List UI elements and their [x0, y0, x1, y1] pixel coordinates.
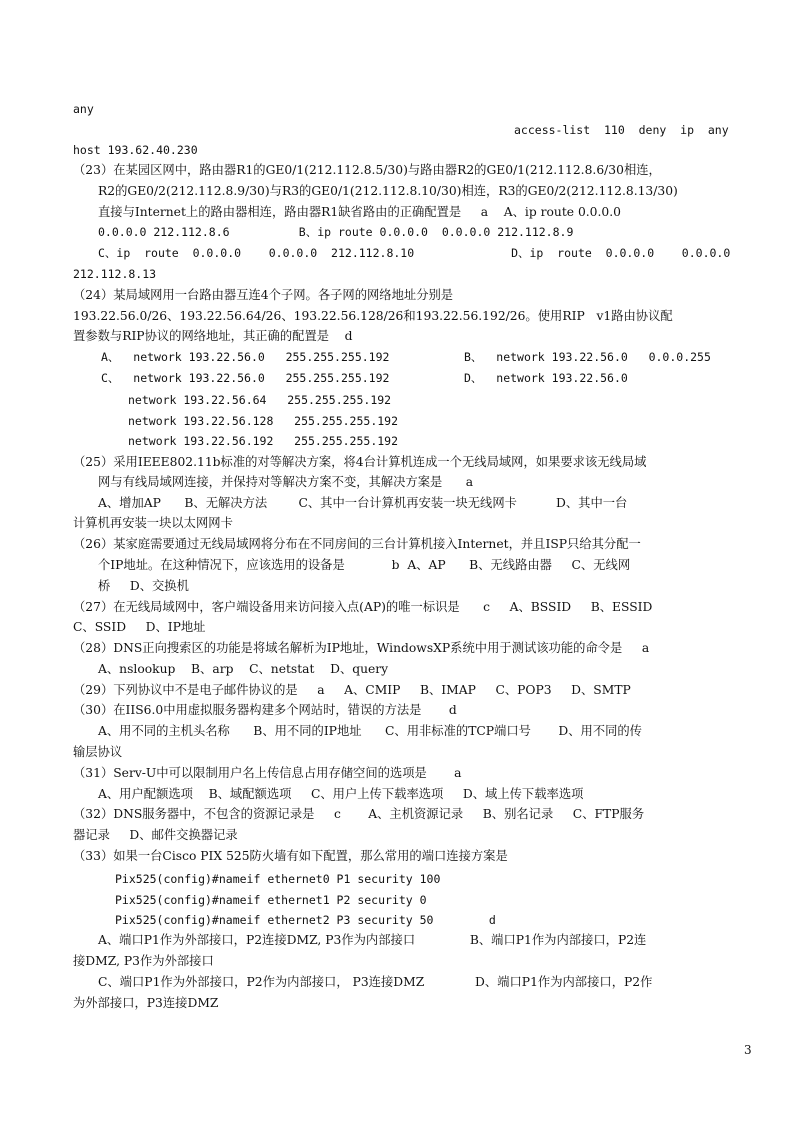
- question-25: （25）采用IEEE802.11b标准的对等解决方案，将4台计算机连成一个无线局域网，如果要求该无线局域: [73, 455, 647, 469]
- text-line: C、SSID D、IP地址: [73, 620, 206, 634]
- text-line: A、nslookup B、arp C、netstat D、query: [98, 662, 389, 676]
- text-line: network 193.22.56.128 255.255.255.192: [128, 414, 399, 428]
- question-24: （24）某局域网用一台路由器互连4个子网。各子网的网络地址分别是: [73, 288, 454, 302]
- text-line: host 193.62.40.230: [73, 143, 198, 157]
- text-line: 桥 D、交换机: [98, 579, 189, 593]
- text-line: 193.22.56.0/26、193.22.56.64/26、193.22.56.128/26和193.22.56.192/26。使用RIP v1路由协议配: [73, 309, 673, 323]
- text-line: 器记录 D、邮件交换器记录: [73, 828, 238, 842]
- question-28: （28）DNS正向搜索区的功能是将域名解析为IP地址，WindowsXP系统中用于测试该功能的命令是 a: [73, 641, 650, 655]
- text-line: 接DMZ, P3作为外部接口: [73, 954, 214, 968]
- config-line: Pix525(config)#nameif ethernet0 P1 security 100: [115, 872, 441, 886]
- text-line: R2的GE0/2(212.112.8.9/30)与R3的GE0/1(212.112.8.10/30)相连，R3的GE0/2(212.112.8.13/30): [98, 184, 678, 198]
- text-line: 212.112.8.13: [73, 267, 157, 281]
- text-line: any: [73, 102, 94, 116]
- text-line: 为外部接口，P3连接DMZ: [73, 996, 219, 1010]
- question-31: （31）Serv-U中可以限制用户名上传信息占用存储空间的选项是 a: [73, 766, 462, 780]
- config-line: Pix525(config)#nameif ethernet1 P2 security 0: [115, 893, 427, 907]
- question-23: （23）在某园区网中，路由器R1的GE0/1(212.112.8.5/30)与路由器R2的GE0/1(212.112.8.6/30相连，: [73, 163, 661, 177]
- text-line: A、端口P1作为外部接口，P2连接DMZ, P3作为内部接口 B、端口P1作为内部接口，P2连: [98, 933, 647, 947]
- question-30: （30）在IIS6.0中用虚拟服务器构建多个网站时，错误的方法是 d: [73, 703, 457, 717]
- option-d: D、 network 193.22.56.0: [464, 371, 628, 385]
- text-line: 置参数与RIP协议的网络地址，其正确的配置是 d: [73, 329, 353, 343]
- text-line: network 193.22.56.64 255.255.255.192: [128, 393, 392, 407]
- text-line: 0.0.0.0 212.112.8.6 B、ip route 0.0.0.0 0.0.0.0 212.112.8.9: [98, 225, 574, 239]
- text-line: 直接与Internet上的路由器相连，路由器R1缺省路由的正确配置是 a A、ip route 0.0.0.0: [98, 205, 621, 219]
- question-29: （29）下列协议中不是电子邮件协议的是 a A、CMIP B、IMAP C、POP3 D、SMTP: [73, 683, 631, 697]
- question-33: （33）如果一台Cisco PIX 525防火墙有如下配置，那么常用的端口连接方案是: [73, 849, 508, 863]
- text-line: access-list 110 deny ip any: [514, 123, 729, 137]
- option-c: C、 network 193.22.56.0 255.255.255.192: [101, 371, 390, 385]
- text-line: C、ip route 0.0.0.0 0.0.0.0 212.112.8.10 D、ip route 0.0.0.0 0.0.0.0: [98, 246, 731, 260]
- text-line: 计算机再安装一块以太网网卡: [73, 516, 233, 530]
- page-number: 3: [744, 1043, 752, 1057]
- text-line: A、增加AP B、无解决方法 C、其中一台计算机再安装一块无线网卡 D、其中一台: [98, 496, 628, 510]
- question-27: （27）在无线局域网中，客户端设备用来访问接入点(AP)的唯一标识是 c A、BSSID B、ESSID: [73, 600, 653, 614]
- config-line: Pix525(config)#nameif ethernet2 P3 security 50 d: [115, 913, 496, 927]
- option-b: B、 network 193.22.56.0 0.0.0.255: [464, 350, 711, 364]
- text-line: network 193.22.56.192 255.255.255.192: [128, 434, 399, 448]
- text-line: A、用不同的主机头名称 B、用不同的IP地址 C、用非标准的TCP端口号 D、用不同的传: [98, 724, 642, 738]
- text-line: 个IP地址。在这种情况下，应该选用的设备是 b A、AP B、无线路由器 C、无线网: [98, 558, 631, 572]
- text-line: 网与有线局域网连接，并保持对等解决方案不变，其解决方案是 a: [98, 475, 474, 489]
- question-26: （26）某家庭需要通过无线局域网将分布在不同房间的三台计算机接入Internet，并且ISP只给其分配一: [73, 537, 641, 551]
- question-32: （32）DNS服务器中，不包含的资源记录是 c A、主机资源记录 B、别名记录 C、FTP服务: [73, 807, 645, 821]
- text-line: A、用户配额选项 B、域配额选项 C、用户上传下载率选项 D、域上传下载率选项: [98, 787, 584, 801]
- option-a: A、 network 193.22.56.0 255.255.255.192: [101, 350, 390, 364]
- text-line: C、端口P1作为外部接口，P2作为内部接口， P3连接DMZ D、端口P1作为内部接口，P2作: [98, 975, 653, 989]
- text-line: 输层协议: [73, 745, 123, 759]
